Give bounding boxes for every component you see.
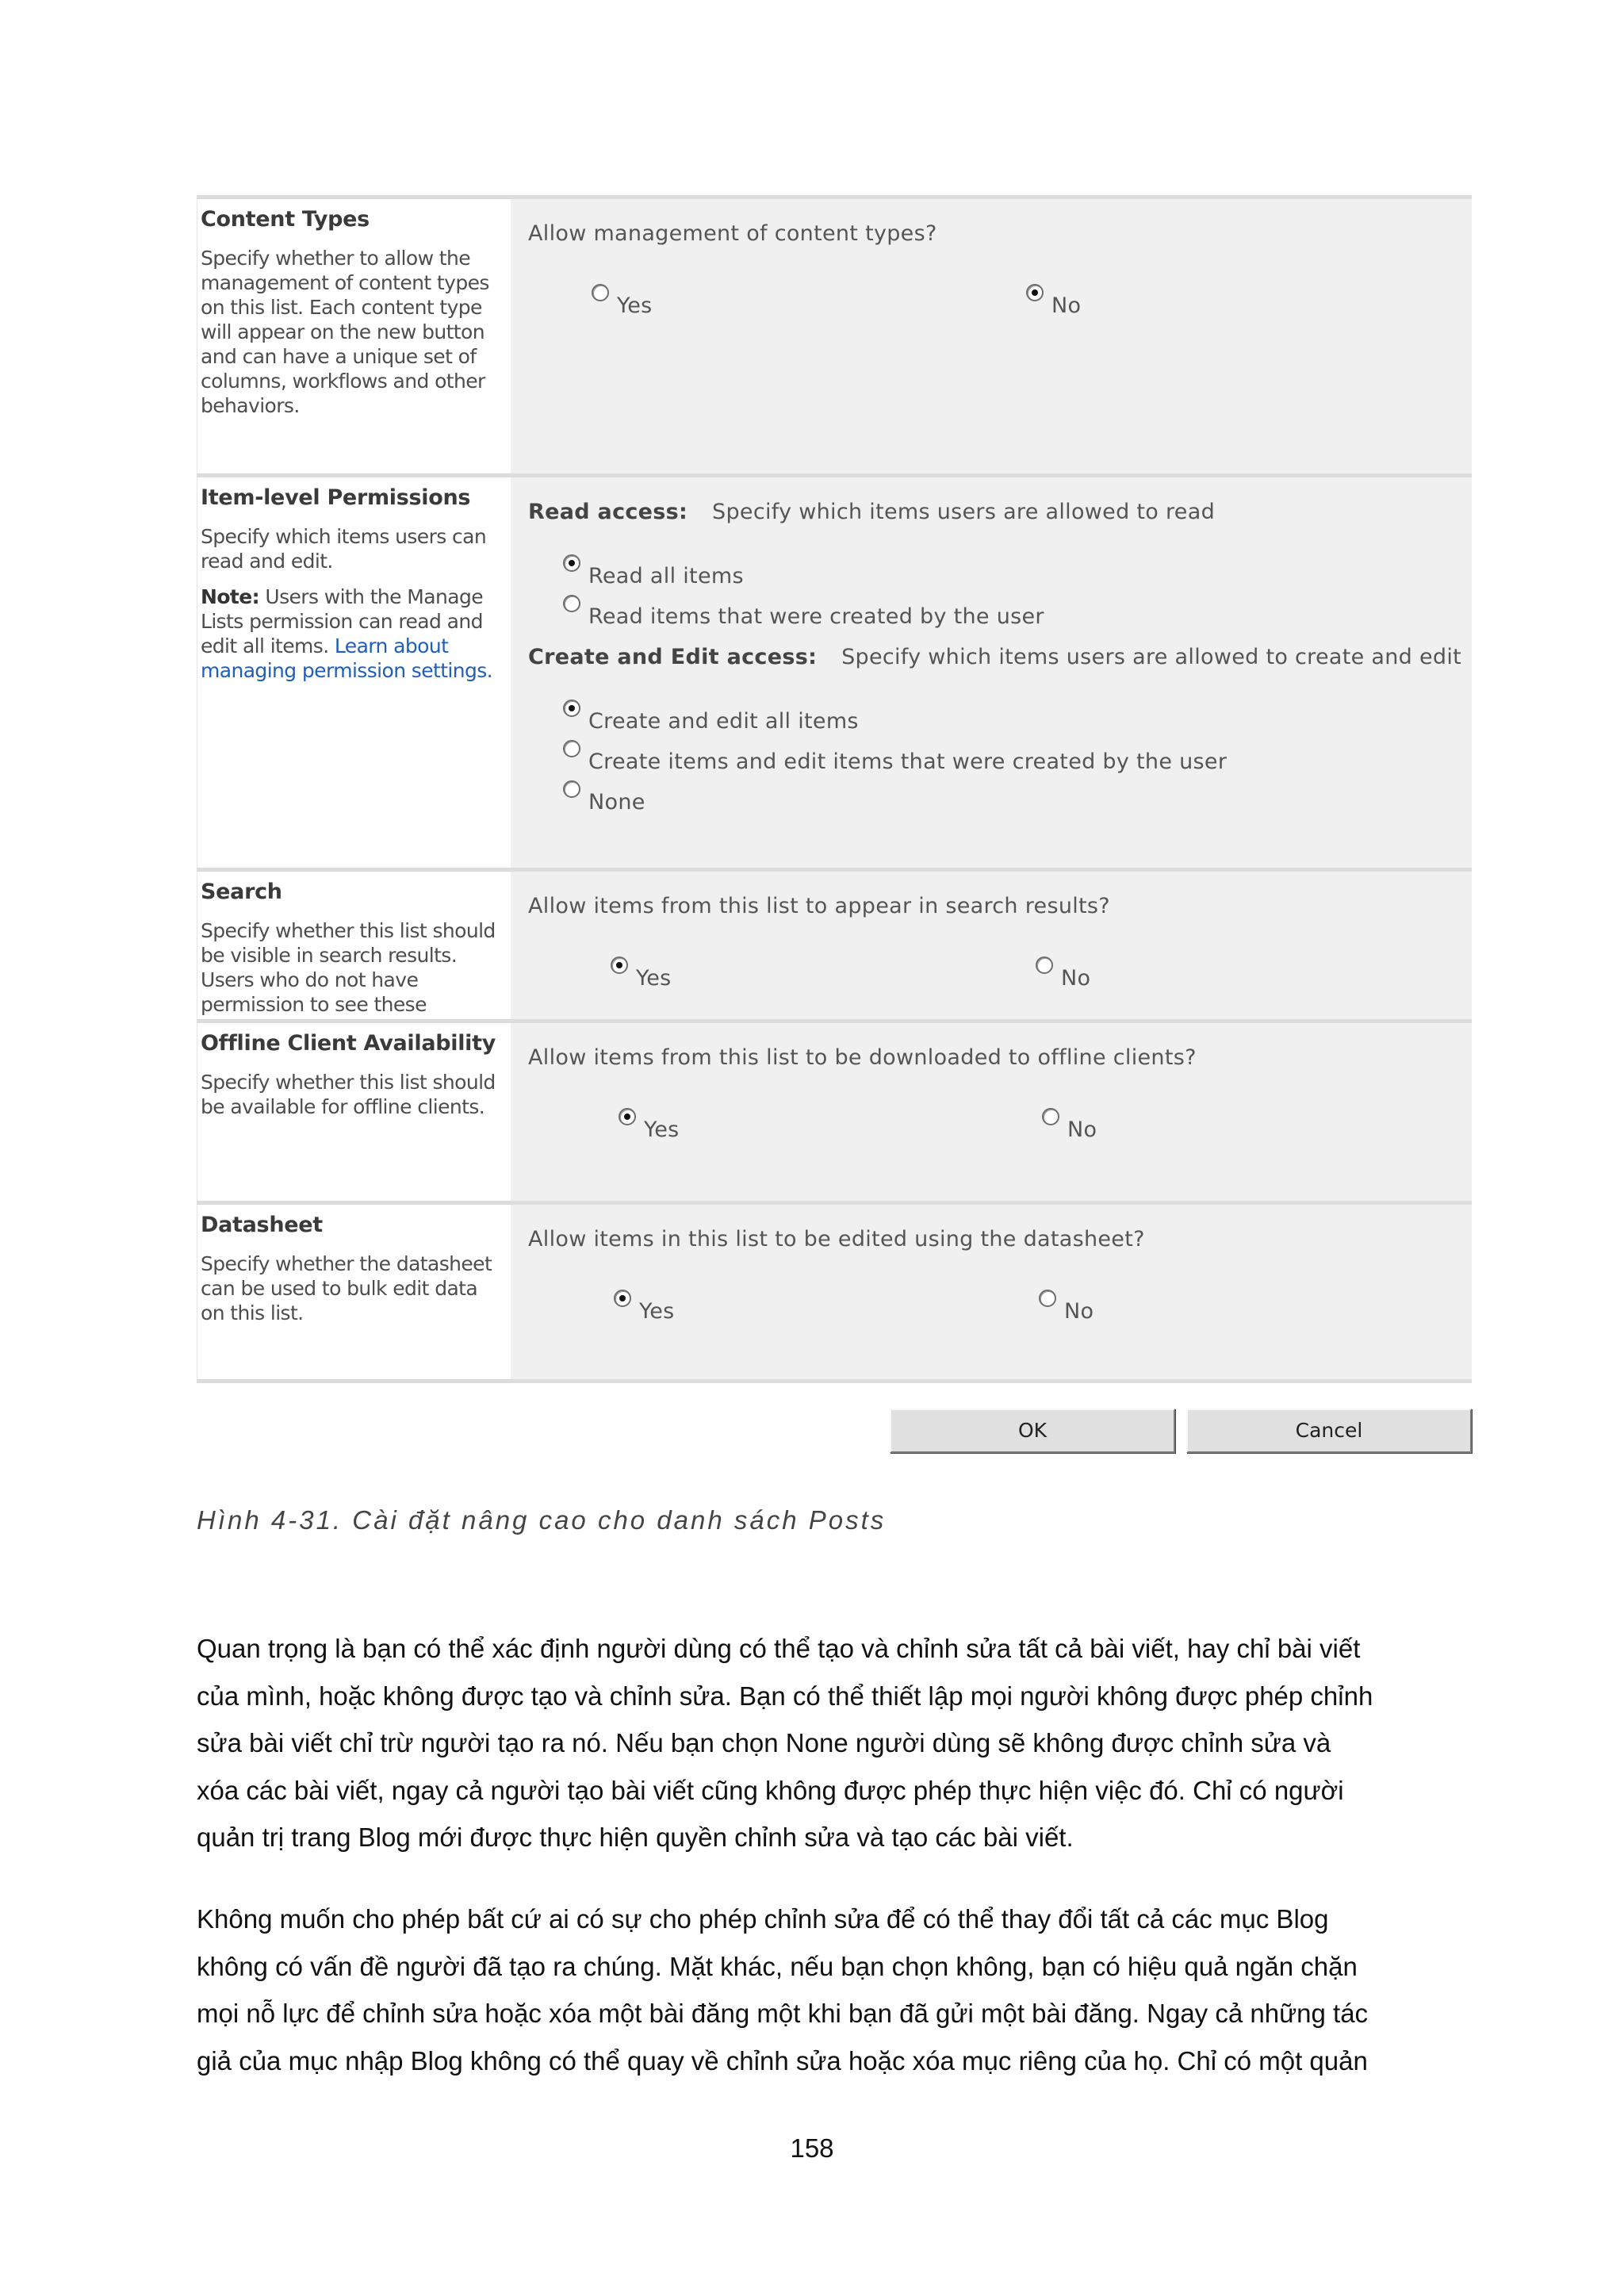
radio-button-selected[interactable] bbox=[1026, 284, 1044, 301]
radio-group bbox=[528, 1110, 1472, 1146]
search-yes-option[interactable] bbox=[611, 958, 672, 991]
option-label: Create and edit all items bbox=[588, 709, 859, 734]
item-level-permissions-section bbox=[197, 473, 1472, 868]
text-line: không có vấn đề người đã tạo ra chúng. Mặt khác, nếu bạn chọn không, bạn có hiệu quả ngăn chặn bbox=[197, 1951, 1358, 1981]
section-title: Datasheet bbox=[201, 1213, 323, 1237]
section-desc: Specify whether this list should be visible in search results. Users who do not have permission to see these bbox=[201, 919, 496, 1016]
radio-button[interactable] bbox=[563, 740, 580, 757]
option-label: Create items and edit items that were created by the user bbox=[588, 749, 1228, 774]
radio-group bbox=[528, 286, 1472, 322]
read-own-items-option[interactable] bbox=[563, 596, 1472, 629]
note-paragraph bbox=[201, 585, 504, 683]
learn-more-link[interactable]: Learn about managing permission settings. bbox=[201, 634, 493, 682]
text-line: Không muốn cho phép bất cứ ai có sự cho phép chỉnh sửa để có thể thay đổi tất cả các mục Blog bbox=[197, 1904, 1329, 1934]
text-line: xóa các bài viết, ngay cả người tạo bài viết cũng không được phép thực hiện việc đó. Chỉ có người bbox=[197, 1775, 1344, 1805]
option-label: Yes bbox=[639, 1299, 675, 1324]
figure-caption: Hình 4-31. Cài đặt nâng cao cho danh sách Posts bbox=[197, 1505, 887, 1535]
offline-controls bbox=[511, 1023, 1472, 1201]
text-line: Quan trọng là bạn có thể xác định người dùng có thể tạo và chỉnh sửa tất cả bài viết, hay chỉ bài viết bbox=[197, 1634, 1361, 1663]
item-permissions-description bbox=[197, 477, 511, 868]
datasheet-section bbox=[197, 1201, 1472, 1383]
list-advanced-settings-form bbox=[197, 195, 1472, 1383]
question-label: Allow items in this list to be edited using the datasheet? bbox=[528, 1227, 1145, 1251]
radio-button-selected[interactable] bbox=[614, 1290, 631, 1307]
content-types-section bbox=[197, 195, 1472, 473]
radio-button-selected[interactable] bbox=[611, 956, 628, 974]
paragraph-1 bbox=[197, 1625, 1434, 1861]
option-label: Read all items bbox=[588, 564, 744, 588]
option-label: Read items that were created by the user bbox=[588, 604, 1044, 629]
read-access-header bbox=[528, 500, 1472, 524]
edit-own-items-option[interactable] bbox=[563, 742, 1472, 774]
radio-button[interactable] bbox=[1036, 956, 1053, 974]
datasheet-yes-option[interactable] bbox=[614, 1291, 675, 1324]
search-description bbox=[197, 872, 511, 1019]
option-label: None bbox=[588, 790, 645, 815]
item-permissions-controls bbox=[511, 477, 1472, 868]
search-controls bbox=[511, 872, 1472, 1019]
content-types-description bbox=[197, 199, 511, 473]
note-label: Note: bbox=[201, 585, 260, 608]
radio-button[interactable] bbox=[1042, 1108, 1059, 1125]
datasheet-description bbox=[197, 1205, 511, 1379]
question-label: Allow items from this list to appear in search results? bbox=[528, 894, 1110, 918]
edit-none-option[interactable] bbox=[563, 782, 1472, 815]
question-label: Allow items from this list to be downloaded to offline clients? bbox=[528, 1045, 1197, 1070]
radio-button[interactable] bbox=[592, 284, 609, 301]
section-title: Content Types bbox=[201, 207, 370, 232]
form-buttons bbox=[890, 1409, 1472, 1455]
content-types-controls bbox=[511, 199, 1472, 473]
search-no-option[interactable] bbox=[1036, 958, 1090, 991]
section-title: Search bbox=[201, 880, 282, 904]
read-access-desc: Specify which items users are allowed to read bbox=[712, 500, 1216, 524]
paragraph-2 bbox=[197, 1895, 1434, 2084]
text-line: quản trị trang Blog mới được thực hiện quyền chỉnh sửa và tạo các bài viết. bbox=[197, 1823, 1074, 1852]
option-label: No bbox=[1051, 293, 1082, 318]
edit-all-items-option[interactable] bbox=[563, 701, 1472, 734]
edit-access-label: Create and Edit access: bbox=[528, 645, 818, 669]
section-desc: Specify whether to allow the management of content types on this list. Each content type will appear on the new button and can have a unique set of columns, workflows and other behaviors. bbox=[201, 247, 489, 417]
read-access-label: Read access: bbox=[528, 500, 688, 524]
note-text: Users with the Manage Lists permission can read and edit all items. bbox=[201, 585, 483, 657]
datasheet-controls bbox=[511, 1205, 1472, 1379]
radio-button[interactable] bbox=[563, 780, 580, 798]
radio-button-selected[interactable] bbox=[563, 700, 580, 717]
content-types-no-option[interactable] bbox=[1026, 286, 1081, 318]
ok-button[interactable]: OK bbox=[890, 1409, 1175, 1453]
text-line: sửa bài viết chỉ trừ người tạo ra nó. Nếu bạn chọn None người dùng sẽ không được chỉnh sửa và bbox=[197, 1728, 1331, 1757]
datasheet-no-option[interactable] bbox=[1039, 1291, 1094, 1324]
offline-description bbox=[197, 1023, 511, 1201]
read-access-radio-group bbox=[528, 556, 1472, 629]
cancel-button[interactable]: Cancel bbox=[1186, 1409, 1472, 1453]
radio-button-selected[interactable] bbox=[563, 554, 580, 572]
option-label: No bbox=[1064, 1299, 1094, 1324]
radio-button[interactable] bbox=[563, 595, 580, 612]
section-desc: Specify whether this list should be available for offline clients. bbox=[201, 1071, 496, 1118]
edit-access-desc: Specify which items users are allowed to create and edit bbox=[841, 645, 1462, 669]
search-section bbox=[197, 868, 1472, 1019]
page-number: 158 bbox=[790, 2133, 834, 2163]
content-types-yes-option[interactable] bbox=[592, 286, 653, 318]
option-label: No bbox=[1067, 1117, 1097, 1142]
text-line: của mình, hoặc không được tạo và chỉnh sửa. Bạn có thể thiết lập mọi người không được phép chỉnh bbox=[197, 1681, 1373, 1711]
edit-access-radio-group bbox=[528, 701, 1472, 815]
text-line: giả của mục nhập Blog không có thể quay về chỉnh sửa hoặc xóa mục riêng của họ. Chỉ có một quản bbox=[197, 2045, 1368, 2076]
offline-no-option[interactable] bbox=[1042, 1110, 1097, 1142]
question-label: Allow management of content types? bbox=[528, 221, 937, 246]
section-desc: Specify whether the datasheet can be used to bulk edit data on this list. bbox=[201, 1252, 492, 1324]
edit-access-header bbox=[528, 645, 1472, 669]
option-label: Yes bbox=[617, 293, 653, 318]
option-label: Yes bbox=[644, 1117, 680, 1142]
option-label: No bbox=[1061, 966, 1091, 991]
radio-button-selected[interactable] bbox=[619, 1108, 636, 1125]
radio-group bbox=[528, 958, 1472, 995]
radio-button[interactable] bbox=[1039, 1290, 1056, 1307]
offline-client-section bbox=[197, 1019, 1472, 1201]
section-title: Item-level Permissions bbox=[201, 485, 471, 510]
offline-yes-option[interactable] bbox=[619, 1110, 680, 1142]
text-line: mọi nỗ lực để chỉnh sửa hoặc xóa một bài đăng một khi bạn đã gửi một bài đăng. Ngay cả những tác bbox=[197, 1999, 1369, 2028]
option-label: Yes bbox=[636, 966, 672, 991]
read-all-items-option[interactable] bbox=[563, 556, 1472, 588]
radio-group bbox=[528, 1291, 1472, 1328]
section-desc: Specify which items users can read and edit. bbox=[201, 525, 487, 573]
section-title: Offline Client Availability bbox=[201, 1031, 496, 1056]
